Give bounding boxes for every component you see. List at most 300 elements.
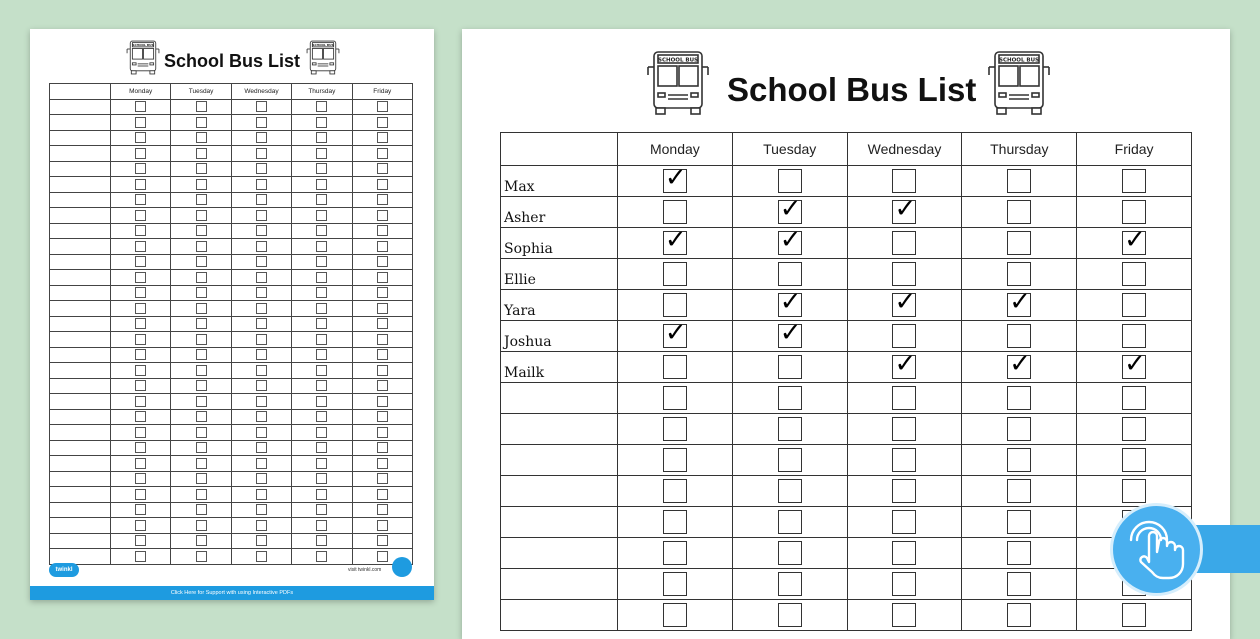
checkbox[interactable] [377,210,388,221]
name-field[interactable] [50,301,111,317]
checkbox-cell [618,383,733,414]
checkbox[interactable] [196,411,207,422]
checkbox-cell [171,285,231,301]
name-field[interactable] [50,549,111,565]
checkbox[interactable] [316,256,327,267]
name-column-header [501,133,618,166]
checkbox[interactable] [663,603,687,627]
checkbox[interactable] [663,200,687,224]
name-field[interactable] [50,332,111,348]
name-field[interactable] [50,161,111,177]
checkbox[interactable] [135,349,146,360]
checkbox-checked[interactable] [778,293,802,317]
checkbox[interactable] [256,427,267,438]
checkbox[interactable] [256,349,267,360]
checkbox[interactable] [196,163,207,174]
support-link[interactable]: Click Here for Support with using Interactive PDFs [30,586,434,600]
name-field[interactable] [50,518,111,534]
student-name-field[interactable] [501,600,618,631]
checkbox[interactable] [377,334,388,345]
checkbox[interactable] [316,287,327,298]
checkbox[interactable] [256,101,267,112]
checkbox[interactable] [135,148,146,159]
checkbox[interactable] [135,458,146,469]
name-field[interactable] [50,363,111,379]
checkbox[interactable] [663,479,687,503]
checkbox[interactable] [256,148,267,159]
checkbox-cell [231,378,291,394]
checkbox-cell [171,223,231,239]
checkbox[interactable] [196,535,207,546]
checkbox[interactable] [778,510,802,534]
checkbox[interactable] [377,194,388,205]
name-field[interactable] [50,239,111,255]
checkbox[interactable] [377,504,388,515]
checkbox-cell [1077,414,1192,445]
checkbox-cell [111,208,171,224]
checkbox[interactable] [778,417,802,441]
name-field[interactable] [50,533,111,549]
checkbox[interactable] [196,272,207,283]
checkbox[interactable] [1007,200,1031,224]
checkbox[interactable] [196,489,207,500]
student-name-field[interactable]: Max [501,166,618,197]
checkbox[interactable] [256,365,267,376]
checkbox[interactable] [135,287,146,298]
checkbox-checked[interactable] [1007,355,1031,379]
footer-url[interactable]: visit twinkl.com [348,567,382,573]
name-field[interactable] [50,487,111,503]
student-name-field[interactable] [501,569,618,600]
day-header: Thursday [962,133,1077,166]
checkbox[interactable] [196,380,207,391]
checkbox[interactable] [1122,603,1146,627]
checkbox[interactable] [316,101,327,112]
checkbox-checked[interactable] [892,200,916,224]
checkbox[interactable] [778,541,802,565]
name-field[interactable] [50,285,111,301]
student-name-field[interactable] [501,414,618,445]
checkbox[interactable] [135,179,146,190]
checkbox[interactable] [892,386,916,410]
checkbox[interactable] [196,365,207,376]
checkbox[interactable] [377,489,388,500]
checkbox[interactable] [256,194,267,205]
checkbox[interactable] [892,603,916,627]
checkbox[interactable] [663,448,687,472]
checkbox[interactable] [663,572,687,596]
checkbox[interactable] [196,225,207,236]
checkbox-checked[interactable] [778,200,802,224]
day-header: Friday [352,84,412,100]
checkbox[interactable] [892,572,916,596]
name-field[interactable] [50,378,111,394]
checkbox-checked[interactable] [663,231,687,255]
checkbox[interactable] [256,489,267,500]
checkbox[interactable] [778,169,802,193]
checkbox[interactable] [892,324,916,348]
checkbox[interactable] [256,334,267,345]
checkbox[interactable] [316,365,327,376]
checkbox[interactable] [377,380,388,391]
checkbox[interactable] [316,225,327,236]
checkbox-cell [111,146,171,162]
checkbox[interactable] [135,241,146,252]
checkbox[interactable] [196,148,207,159]
checkbox[interactable] [1007,386,1031,410]
checkbox[interactable] [196,442,207,453]
checkbox[interactable] [1007,324,1031,348]
checkbox[interactable] [256,241,267,252]
name-field[interactable] [50,192,111,208]
checkbox[interactable] [256,179,267,190]
checkbox[interactable] [1007,603,1031,627]
checkbox[interactable] [196,101,207,112]
name-field[interactable] [50,146,111,162]
student-name-field[interactable]: Sophia [501,228,618,259]
checkbox[interactable] [316,458,327,469]
checkbox[interactable] [256,256,267,267]
checkbox[interactable] [1007,169,1031,193]
checkbox[interactable] [377,458,388,469]
checkbox[interactable] [196,349,207,360]
checkbox[interactable] [663,510,687,534]
checkbox[interactable] [663,417,687,441]
checkbox[interactable] [196,473,207,484]
checkbox[interactable] [1007,448,1031,472]
checkbox[interactable] [1122,386,1146,410]
checkbox[interactable] [377,411,388,422]
checkbox[interactable] [1122,169,1146,193]
checkbox[interactable] [316,520,327,531]
checkbox-cell [111,301,171,317]
name-field[interactable] [50,223,111,239]
checkbox[interactable] [892,169,916,193]
checkbox[interactable] [256,287,267,298]
checkbox[interactable] [135,132,146,143]
checkbox[interactable] [316,504,327,515]
checkbox[interactable] [1007,479,1031,503]
checkbox[interactable] [196,303,207,314]
checkbox[interactable] [135,163,146,174]
checkbox[interactable] [196,179,207,190]
bus-sign-text: SCHOOL BUS [999,57,1039,64]
checkbox[interactable] [316,535,327,546]
checkbox[interactable] [316,349,327,360]
checkbox[interactable] [316,194,327,205]
checkbox[interactable] [135,411,146,422]
name-field[interactable] [50,502,111,518]
name-field[interactable] [50,409,111,425]
checkbox-checked[interactable] [778,324,802,348]
checkbox[interactable] [892,231,916,255]
checkbox[interactable] [316,117,327,128]
student-name-field[interactable] [501,538,618,569]
checkbox[interactable] [196,396,207,407]
checkbox[interactable] [377,272,388,283]
checkbox[interactable] [316,551,327,562]
checkbox[interactable] [892,448,916,472]
checkbox[interactable] [256,535,267,546]
twinkl-logo[interactable]: twinkl [49,563,79,577]
checkbox-cell [292,363,352,379]
checkbox[interactable] [196,210,207,221]
checkbox-checked[interactable] [1007,293,1031,317]
checkbox[interactable] [256,473,267,484]
name-field[interactable] [50,425,111,441]
name-field[interactable] [50,115,111,131]
checkbox[interactable] [196,287,207,298]
checkbox[interactable] [1007,231,1031,255]
checkbox[interactable] [135,489,146,500]
day-header: Tuesday [732,133,847,166]
checkbox[interactable] [196,194,207,205]
checkbox[interactable] [778,603,802,627]
checkbox[interactable] [377,132,388,143]
checkbox-cell [352,99,412,115]
name-field[interactable] [50,254,111,270]
checkbox[interactable] [196,504,207,515]
checkbox[interactable] [135,194,146,205]
checkbox[interactable] [256,504,267,515]
checkbox[interactable] [135,427,146,438]
checkbox[interactable] [377,303,388,314]
checkbox[interactable] [135,473,146,484]
checkbox[interactable] [196,241,207,252]
checkbox[interactable] [1007,262,1031,286]
checkbox[interactable] [1122,448,1146,472]
checkbox[interactable] [135,334,146,345]
checkbox[interactable] [1122,417,1146,441]
checkbox-checked[interactable] [1122,355,1146,379]
student-name-field[interactable] [501,445,618,476]
checkbox[interactable] [377,225,388,236]
checkbox[interactable] [377,396,388,407]
checkbox[interactable] [135,442,146,453]
checkbox[interactable] [135,117,146,128]
checkbox[interactable] [135,272,146,283]
name-field[interactable] [50,177,111,193]
checkbox[interactable] [196,520,207,531]
checkbox[interactable] [377,241,388,252]
checkbox[interactable] [316,163,327,174]
checkbox[interactable] [778,448,802,472]
checkbox[interactable] [256,318,267,329]
checkbox[interactable] [316,427,327,438]
checkbox[interactable] [316,489,327,500]
touch-icon[interactable] [1110,503,1203,596]
checkbox[interactable] [196,551,207,562]
checkbox-cell [171,378,231,394]
student-name-field[interactable] [501,507,618,538]
checkbox[interactable] [135,520,146,531]
checkbox-cell [111,409,171,425]
checkbox[interactable] [316,442,327,453]
checkbox[interactable] [316,272,327,283]
student-name-field[interactable]: Asher [501,197,618,228]
checkbox[interactable] [1007,572,1031,596]
checkbox[interactable] [256,458,267,469]
student-name-field[interactable]: Yara [501,290,618,321]
checkbox[interactable] [316,380,327,391]
checkbox[interactable] [377,117,388,128]
checkbox-cell [111,99,171,115]
checkbox[interactable] [256,210,267,221]
checkbox[interactable] [256,272,267,283]
checkbox[interactable] [135,318,146,329]
checkbox[interactable] [256,303,267,314]
name-field[interactable] [50,270,111,286]
checkbox[interactable] [377,179,388,190]
checkbox[interactable] [256,551,267,562]
checkbox-checked[interactable] [778,231,802,255]
checkbox[interactable] [316,303,327,314]
name-field[interactable] [50,130,111,146]
checkbox[interactable] [135,210,146,221]
student-name-field[interactable] [501,383,618,414]
checkbox-checked[interactable] [663,324,687,348]
checkbox[interactable] [135,225,146,236]
checkbox[interactable] [256,163,267,174]
checkbox-cell [732,290,847,321]
checkbox[interactable] [316,334,327,345]
checkbox[interactable] [1122,479,1146,503]
checkbox[interactable] [892,479,916,503]
checkbox[interactable] [663,293,687,317]
checkbox[interactable] [316,411,327,422]
checkbox[interactable] [377,442,388,453]
name-field[interactable] [50,316,111,332]
checkbox[interactable] [256,411,267,422]
checkbox[interactable] [892,262,916,286]
checkbox[interactable] [778,572,802,596]
student-name-field[interactable]: Mailk [501,352,618,383]
checkbox[interactable] [377,101,388,112]
checkbox-checked[interactable] [663,169,687,193]
checkbox-cell [1077,166,1192,197]
name-field[interactable] [50,456,111,472]
checkbox[interactable] [1122,262,1146,286]
checkbox-checked[interactable] [892,355,916,379]
checkbox-cell [847,445,962,476]
checkbox[interactable] [778,262,802,286]
checkbox[interactable] [256,396,267,407]
checkbox[interactable] [316,210,327,221]
checkbox[interactable] [663,541,687,565]
checkbox[interactable] [256,117,267,128]
checkbox[interactable] [196,256,207,267]
checkbox[interactable] [256,225,267,236]
checkbox[interactable] [316,132,327,143]
checkbox[interactable] [135,101,146,112]
name-field[interactable] [50,347,111,363]
name-field[interactable] [50,208,111,224]
checkbox[interactable] [256,380,267,391]
checkbox[interactable] [1122,324,1146,348]
checkbox[interactable] [892,510,916,534]
checkbox[interactable] [778,386,802,410]
checkbox-cell [732,538,847,569]
checkbox-cell [732,197,847,228]
checkbox[interactable] [377,551,388,562]
checkbox[interactable] [377,148,388,159]
checkbox[interactable] [377,365,388,376]
name-field[interactable] [50,99,111,115]
checkbox[interactable] [316,473,327,484]
checkbox[interactable] [377,318,388,329]
checkbox[interactable] [1007,510,1031,534]
student-name-field[interactable]: Joshua [501,321,618,352]
checkbox[interactable] [135,303,146,314]
checkbox[interactable] [196,458,207,469]
checkbox[interactable] [256,442,267,453]
checkbox[interactable] [135,535,146,546]
checkbox-cell [171,130,231,146]
checkbox[interactable] [196,318,207,329]
checkbox[interactable] [663,386,687,410]
checkbox[interactable] [135,256,146,267]
checkbox[interactable] [135,380,146,391]
checkbox[interactable] [196,334,207,345]
day-header: Wednesday [847,133,962,166]
checkbox[interactable] [377,473,388,484]
checkbox[interactable] [135,504,146,515]
checkbox[interactable] [663,355,687,379]
checkbox[interactable] [256,520,267,531]
checkbox[interactable] [1007,541,1031,565]
table-row [50,301,413,317]
checkbox[interactable] [1122,200,1146,224]
checkbox-checked[interactable] [1122,231,1146,255]
checkbox[interactable] [256,132,267,143]
checkbox[interactable] [377,287,388,298]
name-field[interactable] [50,471,111,487]
checkbox[interactable] [377,520,388,531]
checkbox[interactable] [196,427,207,438]
checkbox[interactable] [316,318,327,329]
student-name-field[interactable]: Ellie [501,259,618,290]
checkbox-checked[interactable] [892,293,916,317]
student-name-field[interactable] [501,476,618,507]
checkbox[interactable] [135,551,146,562]
checkbox[interactable] [1007,417,1031,441]
checkbox[interactable] [663,262,687,286]
checkbox-cell [352,394,412,410]
checkbox[interactable] [377,427,388,438]
checkbox[interactable] [377,349,388,360]
checkbox-cell [352,208,412,224]
checkbox[interactable] [377,163,388,174]
name-field[interactable] [50,440,111,456]
checkbox[interactable] [196,132,207,143]
checkbox[interactable] [196,117,207,128]
checkbox-cell [292,332,352,348]
checkbox[interactable] [316,148,327,159]
checkbox[interactable] [377,256,388,267]
checkbox[interactable] [316,396,327,407]
name-field[interactable] [50,394,111,410]
checkbox[interactable] [377,535,388,546]
checkbox[interactable] [1122,293,1146,317]
checkbox[interactable] [892,541,916,565]
checkbox[interactable] [892,417,916,441]
checkbox[interactable] [316,179,327,190]
checkbox[interactable] [135,396,146,407]
checkbox[interactable] [316,241,327,252]
checkbox[interactable] [778,479,802,503]
checkbox[interactable] [135,365,146,376]
checkbox[interactable] [778,355,802,379]
